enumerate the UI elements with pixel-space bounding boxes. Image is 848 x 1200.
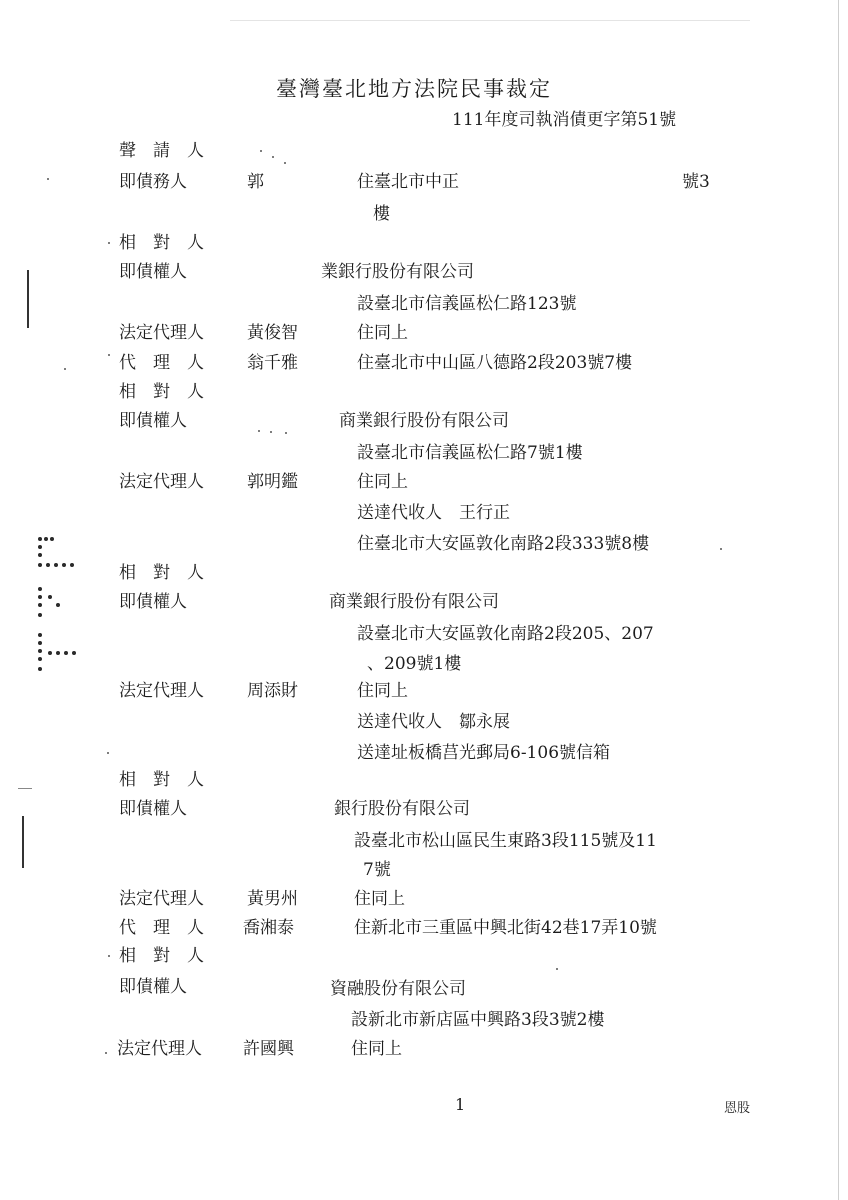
opponent1-agent-address: 住臺北市中山區八德路2段203號7樓 xyxy=(357,353,633,373)
scan-speck xyxy=(284,162,286,164)
opponent3-service-address: 送達址板橋莒光郵局6-106號信箱 xyxy=(357,743,611,763)
opponent2-heading: 相 對 人 xyxy=(119,382,204,402)
opponent1-agent-role: 代 理 人 xyxy=(119,353,204,373)
opponent3-rep-address: 住同上 xyxy=(357,681,408,701)
opponent5-rep-address: 住同上 xyxy=(351,1039,402,1059)
scan-speck xyxy=(285,432,287,434)
scan-speck xyxy=(108,955,110,957)
opponent3-service-agent: 送達代收人 鄒永展 xyxy=(357,712,510,732)
opponent2-role: 即債權人 xyxy=(119,411,187,431)
opponent4-rep-address: 住同上 xyxy=(354,889,405,909)
opponent4-agent-address: 住新北市三重區中興北街42巷17弄10號 xyxy=(354,918,657,938)
scan-speck xyxy=(720,548,722,550)
opponent1-rep-role: 法定代理人 xyxy=(119,323,204,343)
opponent3-rep-name: 周添財 xyxy=(247,681,298,701)
opponent2-service-address: 住臺北市大安區敦化南路2段333號8樓 xyxy=(357,534,650,554)
opponent4-agent-name: 喬湘泰 xyxy=(243,918,294,938)
opponent3-address-line1: 設臺北市大安區敦化南路2段205、207 xyxy=(357,624,654,644)
opponent1-rep-address: 住同上 xyxy=(357,323,408,343)
scan-speck xyxy=(260,150,262,152)
opponent4-rep-name: 黃男州 xyxy=(247,889,298,909)
document-title: 臺灣臺北地方法院民事裁定 xyxy=(276,77,552,101)
scan-speck xyxy=(105,1052,107,1054)
opponent5-role: 即債權人 xyxy=(119,977,187,997)
opponent4-address-line1: 設臺北市松山區民生東路3段115號及11 xyxy=(354,831,657,851)
opponent2-rep-address: 住同上 xyxy=(357,472,408,492)
opponent5-rep-name: 許國興 xyxy=(243,1039,294,1059)
debtor-address-line1: 住臺北市中正 xyxy=(357,172,459,192)
debtor-role: 即債務人 xyxy=(119,172,187,192)
opponent2-service-agent: 送達代收人 王行正 xyxy=(357,503,510,523)
opponent4-agent-role: 代 理 人 xyxy=(119,918,204,938)
scan-speck xyxy=(272,156,274,158)
debtor-address-tail: 號3 xyxy=(682,172,710,192)
opponent4-heading: 相 對 人 xyxy=(119,770,204,790)
page-number: 1 xyxy=(455,1095,466,1114)
opponent1-name: 業銀行股份有限公司 xyxy=(321,262,474,282)
opponent1-agent-name: 翁千雅 xyxy=(247,353,298,373)
scan-speck xyxy=(107,752,109,754)
opponent1-heading: 相 對 人 xyxy=(119,233,204,253)
scan-speck xyxy=(64,368,66,370)
opponent2-name: 商業銀行股份有限公司 xyxy=(339,411,509,431)
scan-speck xyxy=(108,242,110,244)
scan-speck xyxy=(108,354,110,356)
scan-speck xyxy=(556,968,558,970)
opponent2-rep-name: 郭明鑑 xyxy=(247,472,298,492)
scan-speck xyxy=(258,430,260,432)
opponent4-role: 即債權人 xyxy=(119,799,187,819)
case-number: 111年度司執消債更字第51號 xyxy=(452,110,677,130)
opponent5-rep-role: 法定代理人 xyxy=(117,1039,202,1059)
opponent3-name: 商業銀行股份有限公司 xyxy=(329,592,499,612)
opponent4-name: 銀行股份有限公司 xyxy=(334,799,470,819)
opponent4-rep-role: 法定代理人 xyxy=(119,889,204,909)
opponent2-address: 設臺北市信義區松仁路7號1樓 xyxy=(357,443,583,463)
opponent5-address: 設新北市新店區中興路3段3號2樓 xyxy=(351,1010,605,1030)
opponent3-rep-role: 法定代理人 xyxy=(119,681,204,701)
division-stamp: 恩股 xyxy=(724,1101,751,1116)
opponent5-heading: 相 對 人 xyxy=(119,946,204,966)
opponent1-address: 設臺北市信義區松仁路123號 xyxy=(357,294,577,314)
debtor-address-line2: 樓 xyxy=(373,204,390,224)
scan-speck xyxy=(270,431,272,433)
opponent2-rep-role: 法定代理人 xyxy=(119,472,204,492)
scan-artifact-line xyxy=(230,20,750,21)
margin-mark xyxy=(22,816,24,868)
binding-holes xyxy=(34,535,84,675)
opponent3-address-line2: 、209號1樓 xyxy=(367,654,462,674)
opponent3-heading: 相 對 人 xyxy=(119,563,204,583)
opponent1-role: 即債權人 xyxy=(119,262,187,282)
opponent4-address-line2: 7號 xyxy=(363,860,391,880)
scan-speck xyxy=(47,178,49,180)
debtor-name: 郭 xyxy=(247,172,264,192)
opponent5-name: 資融股份有限公司 xyxy=(330,979,466,999)
margin-mark xyxy=(27,270,29,328)
opponent1-rep-name: 黃俊智 xyxy=(247,323,298,343)
applicant-heading: 聲 請 人 xyxy=(119,141,204,161)
margin-mark xyxy=(18,788,32,789)
opponent3-role: 即債權人 xyxy=(119,592,187,612)
page-edge-line xyxy=(838,0,839,1200)
